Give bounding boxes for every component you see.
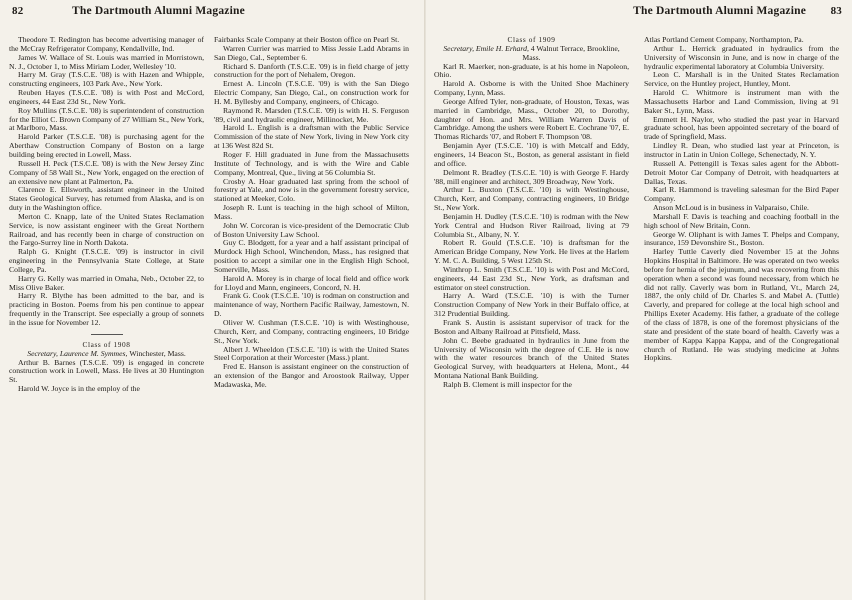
paragraph: Harry M. Gray (T.S.C.E. '08) is with Hazen and Whipple, constructing engineers, 103 Park Ave., New York.	[9, 70, 204, 89]
paragraph: Harley Tuttle Caverly died November 15 at the Johns Hopkins Hospital in Baltimore. He was operated on two weeks before for hernia of the jejunum, and was recovering from this operation when a second was found necessary, from which he did not rally. Caverly was born in Rutland, Vt., March 24, 1887, the only child of Dr. Charles S. and Mabel A. (Tuttle) Caverly, and prepared for college at the local high school and Phillips Exeter Academy. His father, a graduate of the college of the class of 1878, is one of the foremost physicians of the state and president of the state board of health. Caverly was a member of Kappa Kappa Kappa, and of the Congregational church of Rutland. He was studying medicine at Johns Hopkins.	[644, 247, 839, 363]
paragraph: Harold C. Whitmore is instrument man with the Massachusetts Harbor and Land Commission, living at 91 Baker St., Lynn, Mass.	[644, 88, 839, 115]
section-divider	[91, 334, 123, 335]
paragraph: Warren Currier was married to Miss Jessie Ladd Abrams in San Diego, Cal., September 6.	[214, 43, 409, 62]
paragraph: John W. Corcoran is vice-president of the Democratic Club of Boston University Law School.	[214, 220, 409, 239]
right-page	[426, 0, 852, 600]
paragraph: Frank S. Austin is assistant supervisor of track for the Boston and Albany Railroad at Pittsfield, Mass.	[434, 318, 629, 336]
paragraph: Anson McLoud is in business in Valparaiso, Chile.	[653, 203, 809, 213]
paragraph: Karl R. Hammond is traveling salesman for the Bird Paper Company.	[644, 185, 839, 204]
paragraph: Emmett H. Naylor, who studied the past year in Harvard graduate school, has been appointed secretary of the board of trade of Springfield, Mass.	[644, 114, 839, 142]
magazine-title: The Dartmouth Alumni Magazine	[633, 5, 806, 17]
column-2	[214, 36, 409, 390]
paragraph: Karl R. Maerker, non-graduate, is at his home in Napoleon, Ohio.	[434, 61, 629, 80]
paragraph: Marshall F. Davis is teaching and coaching football in the high school of New Britain, Conn.	[644, 211, 839, 230]
column-1	[9, 36, 204, 394]
paragraph: Ernest A. Lincoln (T.S.C.E. '09) is with the San Diego Electric Company, San Diego, Cal., on construction work for H. M. Byllesby and Company, engineers, of Chicago.	[214, 79, 409, 106]
paragraph: Merton C. Knapp, late of the United States Reclamation Service, is now assistant engineer with the Great Northern Railroad, and has recently been in charge of construction on the Fargo-Surrey line in North Dakota.	[9, 211, 204, 248]
secretary-name: Secretary, Emile H. Erhard,	[443, 43, 529, 53]
page-number: 82	[12, 5, 24, 17]
paragraph: Frank G. Cook (T.S.C.E. '10) is rodman on construction and maintenance of way, Northern Pacific Railway, Jamestown, N. D.	[214, 291, 409, 319]
secretary-address: Winchester, Mass.	[129, 348, 186, 358]
paragraph: Harold Parker (T.S.C.E. '08) is purchasing agent for the Aberthaw Construction Company of Boston on a large building being erected in Lowell, Mass.	[9, 132, 204, 159]
paragraph: Delmont R. Bradley (T.S.C.E. '10) is with George F. Hardy '88, mill engineer and architect, 309 Broadway, New York.	[434, 167, 629, 186]
paragraph: Benjamin H. Dudley (T.S.C.E. '10) is rodman with the New York Central and Hudson River Railroad, living at 79 Columbia St., Albany, N. Y.	[434, 211, 629, 239]
paragraph: George Alfred Tyler, non-graduate, of Houston, Texas, was married in Cambridge, Mass., October 20, to Dorothy, daughter of Hon. and Mrs. William Warren Davis of Cambridge. Among the ushers were Robert E. Cochrane '07, E. Thomas Richards '07, and Robert F. Thompson '08.	[434, 96, 629, 142]
paragraph: Ralph B. Clement is mill inspector for the	[443, 379, 572, 389]
paragraph: Arthur L. Buxton (T.S.C.E. '10) is with Westinghouse, Church, Kerr, and Company, contracting engineers, 10 Bridge St., New York.	[434, 185, 629, 213]
secretary-name: Secretary, Laurence M. Symmes,	[27, 348, 128, 358]
paragraph: Russell H. Peck (T.S.C.E. '08) is with the New Jersey Zinc Company of 58 Wall St., New York, engaged on the erection of an extensive new plant at Palmerton, Pa.	[9, 158, 204, 186]
paragraph: Arthur B. Barnes (T.S.C.E. '09) is engaged in concrete construction work in Lowell, Mass. He lives at 30 Huntington St.	[9, 357, 204, 385]
page-number: 83	[830, 5, 842, 17]
paragraph: Roy Mullins (T.S.C.E. '08) is superintendent of construction for the Elliot C. Brown Company of 27 William St., New York, at Marlboro, Mass.	[9, 105, 204, 133]
paragraph: Clarence E. Ellsworth, assistant engineer in the United States Geological Survey, has returned from Alaska, and is on duty in the Washington office.	[9, 185, 204, 213]
paragraph: Joseph R. Lunt is teaching in the high school of Milton, Mass.	[214, 203, 409, 221]
class-heading: Class of 1908	[82, 339, 131, 349]
paragraph: Harold L. English is a draftsman with the Public Service Commission of the state of New York, living in New York city at 136 West 82d St.	[214, 123, 409, 151]
paragraph: Raymond R. Marsden (T.S.C.E. '09) is with H. S. Ferguson '89, civil and hydraulic engineer, Millinocket, Me.	[214, 105, 409, 124]
left-page	[0, 0, 424, 600]
paragraph: Arthur L. Herrick graduated in hydraulics from the University of Wisconsin in June, and is now in charge of the hydraulic experimental laboratory at Columbia University.	[644, 43, 839, 71]
paragraph: Albert J. Wheeldon (T.S.C.E. '10) is with the United States Steel Corporation at their Worcester (Mass.) plant.	[214, 344, 409, 363]
paragraph: Lindley R. Dean, who studied last year at Princeton, is instructor in Latin in Union College, Schenectady, N. Y.	[644, 141, 839, 159]
paragraph: Fred E. Hanson is assistant engineer on the construction of an extension of the Bangor and Aroostook Railway, Upper Madawaska, Me.	[214, 362, 409, 389]
right-running-header	[436, 5, 842, 21]
paragraph: Harry R. Blythe has been admitted to the bar, and is practicing in Boston. Poems from his pen continue to appear frequently in the Transcript. See especially a group of sonnets in the issue for November 12.	[9, 291, 204, 327]
paragraph: Guy C. Blodgett, for a year and a half assistant principal of Murdock High School, Winchendon, Mass., has resigned that position to accept a similar one in the English High School, Somerville, Mass.	[214, 238, 409, 274]
paragraph: Benjamin Ayer (T.S.C.E. '10) is with Metcalf and Eddy, engineers, 14 Beacon St., Boston, as general assistant in field and office.	[434, 141, 629, 168]
paragraph: Theodore T. Redington has become advertising manager of the McCray Refrigerator Company, Kendallville, Ind.	[9, 35, 204, 53]
left-running-header	[12, 5, 410, 21]
paragraph: John C. Beebe graduated in hydraulics in June from the University of Wisconsin with the degree of C.E. He is now with the water resources branch of the United States Geological Survey, with headquarters at Helena, Mont., 44 Montana National Bank Building.	[434, 335, 629, 381]
paragraph: Harry G. Kelly was married in Omaha, Neb., October 22, to Miss Olive Baker.	[9, 273, 204, 292]
paragraph: Harold W. Joyce is in the employ of the	[18, 384, 140, 394]
paragraph: Atlas Portland Cement Company, Northampton, Pa.	[644, 35, 804, 44]
paragraph: Crosby A. Hoar graduated last spring from the school of forestry at Yale, and now is in the government forestry service, stationed at Meeker, Colo.	[214, 176, 409, 204]
paragraph: Leon C. Marshall is in the United States Reclamation Service, on the Huntley project, Huntley, Mont.	[644, 70, 839, 89]
paragraph: Richard S. Danforth (T.S.C.E. '09) is in field charge of jetty construction for the port of Nehalem, Oregon.	[214, 61, 409, 80]
class-secretary	[434, 45, 629, 63]
paragraph: Ralph G. Knight (T.S.C.E. '09) is instructor in civil engineering in the Pennsylvania State College, at State College, Pa.	[9, 247, 204, 274]
paragraph: Harry A. Ward (T.S.C.E. '10) is with the Turner Construction Company of New York in their Buffalo office, at 312 Prudential Building.	[434, 291, 629, 319]
paragraph: Winthrop L. Smith (T.S.C.E. '10) is with Post and McCord, engineers, 44 East 23d St., New York, as draftsman and estimator on steel construction.	[434, 264, 629, 292]
paragraph: Harold A. Morey is in charge of local field and office work for Lloyd and Mann, engineers, Concord, N. H.	[214, 273, 409, 292]
secretary-address: 4 Walnut Terrace, Brookline, Mass.	[522, 43, 620, 62]
paragraph: Russell A. Pettengill is Texas sales agent for the Abbott-Detroit Motor Car Company of Detroit, with headquarters at Dallas, Texas.	[644, 158, 839, 186]
paragraph: James W. Wallace of St. Louis was married in Morristown, N. J., October 1, to Miss Miriam Loder, Wellesley '10.	[9, 52, 204, 71]
paragraph: Robert R. Gould (T.S.C.E. '10) is draftsman for the American Bridge Company, New York. He lives at the Harlem Y. M. C. A. Building, 5 West 125th St.	[434, 238, 629, 266]
paragraph: George W. Oliphant is with James T. Phelps and Company, insurance, 159 Devonshire St., Boston.	[644, 229, 839, 248]
paragraph: Roger F. Hill graduated in June from the Massachusetts Institute of Technology, and is with the Wire and Cable Company, Montreal, Que., living at 56 Columbia St.	[214, 149, 409, 177]
paragraph: Reuben Hayes (T.S.C.E. '08) is with Post and McCord, engineers, 44 East 23d St., New York.	[9, 88, 204, 106]
class-heading: Class of 1909	[507, 35, 556, 44]
column-3	[434, 36, 629, 390]
magazine-title: The Dartmouth Alumni Magazine	[72, 5, 245, 17]
paragraph: Oliver W. Cushman (T.S.C.E. '10) is with Westinghouse, Church, Kerr, and Company, contracting engineers, 10 Bridge St., New York.	[214, 318, 409, 345]
paragraph: Fairbanks Scale Company at their Boston office on Pearl St.	[214, 35, 400, 44]
column-4	[644, 36, 839, 363]
paragraph: Harold A. Osborne is with the United Shoe Machinery Company, Lynn, Mass.	[434, 79, 629, 98]
